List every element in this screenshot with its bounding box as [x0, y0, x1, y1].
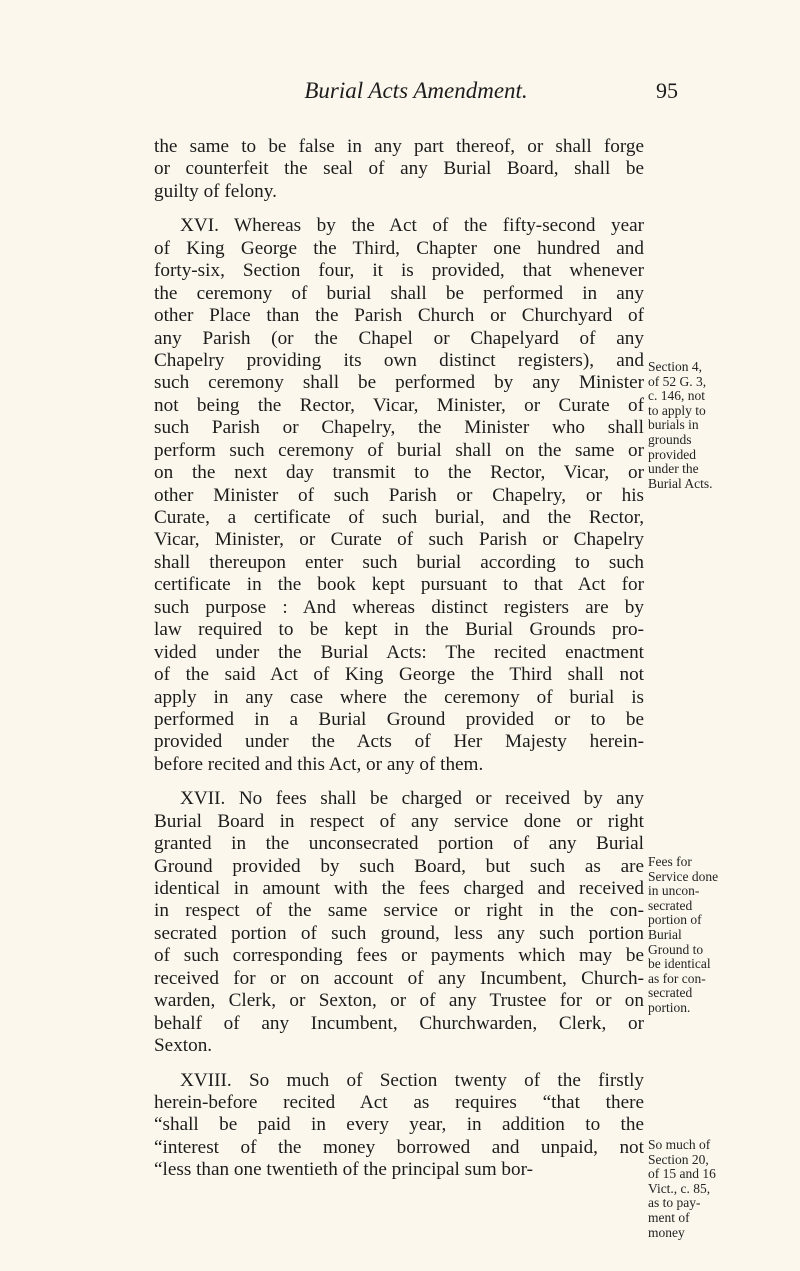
text-line: “shall be paid in every year, in addition to the: [154, 1114, 644, 1136]
margin-note-section-16: Section 4, of 52 G. 3, c. 146, not to apply to burials in grounds provided under the Burial Acts.: [648, 359, 713, 491]
text-line: herein-before recited Act as requires “that there: [154, 1091, 644, 1113]
margin-note-section-17: Fees for Service done in uncon- secrated portion of Burial Ground to be identical as for con- secrated portion.: [648, 854, 719, 1015]
text-line: the ceremony of burial shall be performed in any: [154, 282, 644, 304]
text-line: such ceremony shall be performed by any Minister: [154, 372, 644, 394]
text-line: vided under the Burial Acts: The recited enactment: [154, 641, 644, 663]
paragraph-gap: [154, 203, 644, 215]
paragraph-gap: [154, 1058, 644, 1070]
text-line: Chapelry providing its own distinct registers), and: [154, 349, 644, 371]
text-line: Burial Board in respect of any service done or right: [154, 810, 644, 832]
paragraph-gap: [154, 776, 644, 788]
text-line: before recited and this Act, or any of them.: [154, 753, 484, 775]
text-line: any Parish (or the Chapel or Chapelyard of any: [154, 327, 644, 349]
text-line: Vicar, Minister, or Curate of such Parish or Chapelry: [154, 529, 644, 551]
text-line: Sexton.: [154, 1035, 213, 1057]
text-line: XVII. No fees shall be charged or received by any: [180, 788, 644, 810]
text-line: apply in any case where the ceremony of burial is: [154, 686, 644, 708]
text-line: shall thereupon enter such burial according to such: [154, 551, 644, 573]
text-line: warden, Clerk, or Sexton, or of any Trustee for or on: [154, 990, 644, 1012]
text-line: or counterfeit the seal of any Burial Board, shall be: [154, 158, 644, 180]
text-line: provided under the Acts of Her Majesty herein-: [154, 731, 644, 753]
text-line: “interest of the money borrowed and unpaid, not: [154, 1136, 644, 1158]
text-line: behalf of any Incumbent, Churchwarden, Clerk, or: [154, 1012, 644, 1034]
text-line: of the said Act of King George the Third shall not: [154, 664, 644, 686]
text-line: secrated portion of such ground, less any such portion: [154, 922, 644, 944]
margin-note-section-18: So much of Section 20, of 15 and 16 Vict., c. 85, as to pay- ment of money: [648, 1137, 716, 1240]
text-line: received for or on account of any Incumbent, Church-: [154, 967, 644, 989]
text-line: certificate in the book kept pursuant to that Act for: [154, 574, 644, 596]
page-number: 95: [656, 78, 678, 103]
text-line: not being the Rector, Vicar, Minister, or Curate of: [154, 394, 644, 416]
text-line: in respect of the same service or right in the con-: [154, 900, 644, 922]
text-line: forty-six, Section four, it is provided, that whenever: [154, 260, 644, 282]
text-line: “less than one twentieth of the principal sum bor-: [154, 1159, 533, 1181]
text-line: identical in amount with the fees charged and received: [154, 878, 644, 899]
text-line: of such corresponding fees or payments which may be: [154, 945, 644, 967]
text-line: XVI. Whereas by the Act of the fifty-second year: [180, 215, 644, 237]
running-header: [154, 78, 678, 108]
text-line: other Minister of such Parish or Chapelry, or his: [154, 484, 644, 506]
text-line: on the next day transmit to the Rector, Vicar, or: [154, 462, 644, 484]
running-title: Burial Acts Amendment.: [304, 78, 528, 103]
text-line: performed in a Burial Ground provided or to be: [154, 708, 644, 730]
text-line: such Parish or Chapelry, the Minister who shall: [154, 417, 644, 439]
text-line: such purpose : And whereas distinct registers are by: [154, 596, 644, 618]
text-line: granted in the unconsecrated portion of any Burial: [154, 833, 644, 855]
text-line: Curate, a certificate of such burial, and the Rector,: [154, 507, 644, 528]
text-line: perform such ceremony of burial shall on the same or: [154, 439, 644, 461]
text-line: XVIII. So much of Section twenty of the firstly: [180, 1069, 644, 1091]
text-line: guilty of felony.: [154, 180, 277, 202]
text-line: of King George the Third, Chapter one hundred and: [154, 237, 644, 259]
text-line: Ground provided by such Board, but such as are: [154, 855, 644, 877]
text-line: other Place than the Parish Church or Churchyard of: [154, 305, 644, 327]
text-line: the same to be false in any part thereof, or shall forge: [154, 136, 644, 157]
main-text: [154, 136, 644, 1182]
text-line: law required to be kept in the Burial Grounds pro-: [154, 619, 644, 641]
